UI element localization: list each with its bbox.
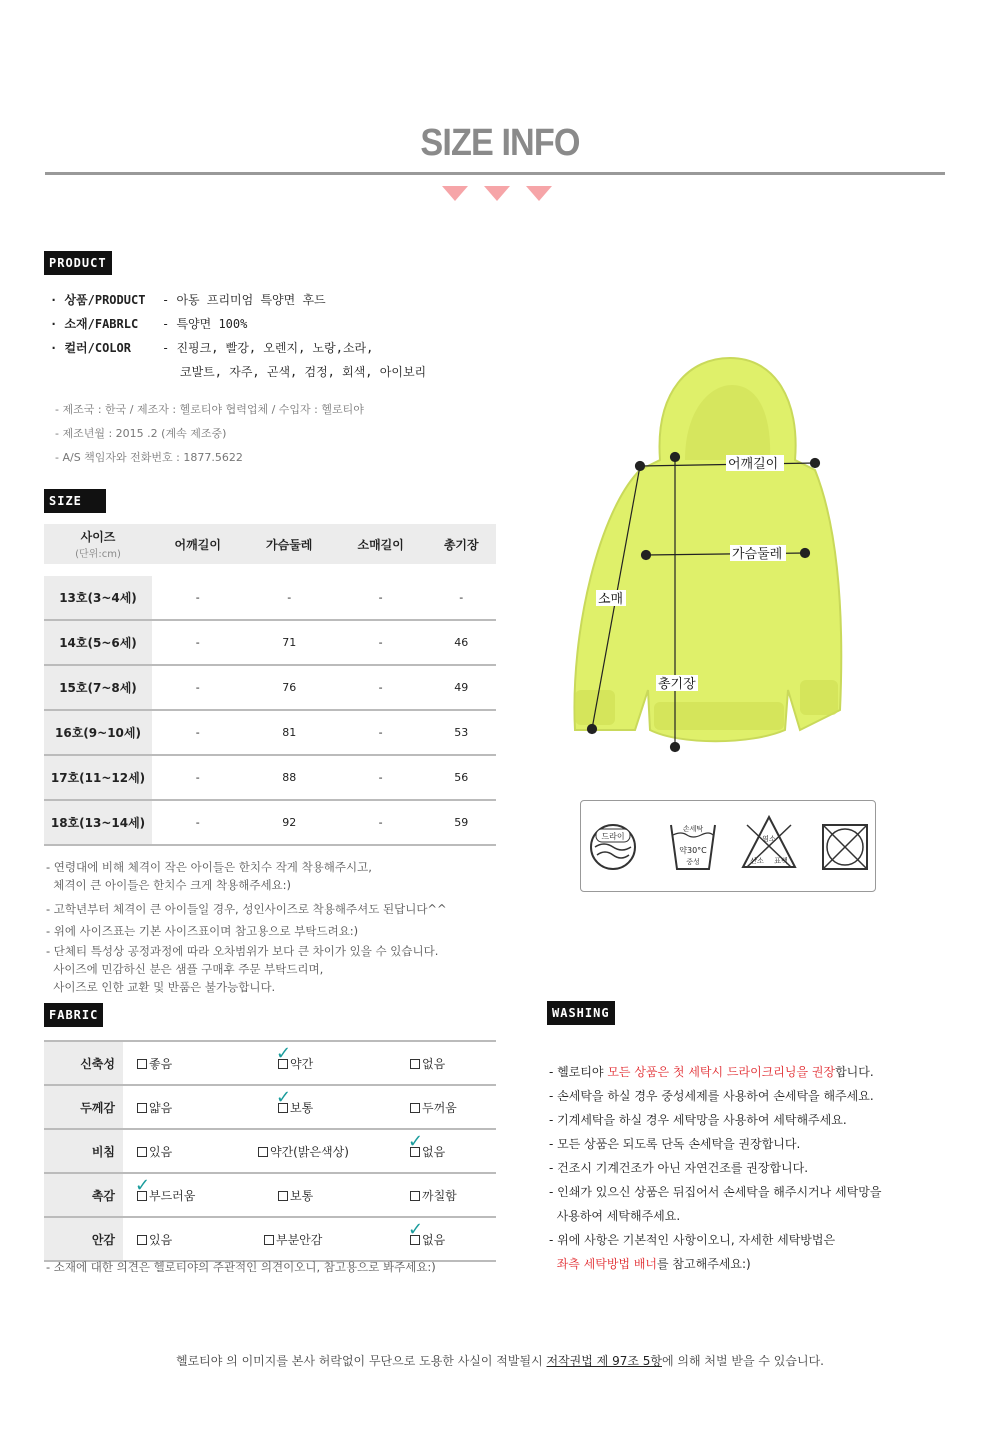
fabric-option: ✓ 부드러움 <box>123 1173 258 1217</box>
fabric-option: 까칠함 <box>409 1173 496 1217</box>
page-title: SIZE INFO <box>420 122 580 164</box>
washing-line: - 헬로티야 모든 상품은 첫 세탁시 드라이크리닝을 권장합니다. <box>549 1065 874 1079</box>
title-divider <box>45 172 945 175</box>
product-info <box>50 288 426 384</box>
note-line: - 연령대에 비해 체격이 작은 아이들은 한치수 작게 착용해주시고, <box>46 860 372 874</box>
table-cell: - <box>335 665 426 710</box>
shoulder-label: 어깨길이 <box>728 457 779 472</box>
hoodie-diagram <box>560 350 860 760</box>
size-notes <box>46 840 447 1014</box>
note-line: 사이즈로 인한 교환 및 반품은 불가능합니다. <box>46 980 276 994</box>
washing-instructions <box>549 1036 881 1300</box>
washing-line: - 인쇄가 있으신 상품은 뒤집어서 손세탁을 해주시거나 세탁망을 <box>549 1185 882 1199</box>
fabric-label: 두께감 <box>44 1085 123 1129</box>
note-line: - 고학년부터 체격이 큰 아이들일 경우, 성인사이즈로 착용해주셔도 된답니다^^ <box>46 902 447 916</box>
table-cell: - <box>426 570 496 620</box>
size-header-col: 가슴둘레 <box>243 524 334 570</box>
note-line: 사이즈에 민감하신 분은 샘플 구매후 주문 부탁드리며, <box>46 962 324 976</box>
product-row: · 컬러/COLOR - 진핑크, 빨강, 오렌지, 노랑,소라, <box>50 341 374 355</box>
table-cell: 56 <box>426 755 496 800</box>
checkbox-icon <box>410 1191 420 1201</box>
size-header-size: 사이즈 (단위:cm) <box>44 524 152 570</box>
size-header-col: 총기장 <box>426 524 496 570</box>
sleeve-label: 소매 <box>598 592 624 607</box>
table-cell: 81 <box>243 710 334 755</box>
table-row <box>44 755 496 800</box>
checkbox-icon <box>264 1235 274 1245</box>
table-cell: 92 <box>243 800 334 845</box>
table-cell: - <box>335 570 426 620</box>
table-row <box>44 710 496 755</box>
svg-text:염소: 염소 <box>762 835 776 843</box>
length-label: 총기장 <box>658 677 696 692</box>
pink-triangle-icon <box>484 186 510 201</box>
meta-line: - A/S 책임자와 전화번호 : 1877.5622 <box>55 451 243 464</box>
table-cell: 88 <box>243 755 334 800</box>
product-row: · 소재/FABRLC - 특양면 100% <box>50 317 248 331</box>
table-row <box>44 1173 496 1217</box>
meta-line: - 제조국 : 한국 / 제조자 : 헬로티야 협력업체 / 수입자 : 헬로티야 <box>55 403 364 416</box>
fabric-tag: FABRIC <box>44 1003 103 1027</box>
dry-clean-icon <box>591 825 635 869</box>
fabric-option: 있음 <box>123 1129 258 1173</box>
svg-text:표백: 표백 <box>774 857 788 865</box>
checkbox-icon <box>278 1191 288 1201</box>
fabric-option: ✓ 없음 <box>409 1217 496 1261</box>
checkbox-icon <box>410 1103 420 1113</box>
size-table <box>44 524 496 846</box>
no-bleach-icon <box>743 817 795 867</box>
hand-wash-icon <box>671 824 715 869</box>
table-cell: - <box>152 800 243 845</box>
note-line: - 위에 사이즈표는 기본 사이즈표이며 참고용으로 부탁드려요:) <box>46 924 359 938</box>
checkbox-icon <box>258 1147 268 1157</box>
table-row <box>44 665 496 710</box>
checkmark-icon: ✓ <box>276 1086 292 1108</box>
fabric-label: 촉감 <box>44 1173 123 1217</box>
svg-text:드라이: 드라이 <box>601 832 625 841</box>
size-label: 16호(9~10세) <box>44 710 152 755</box>
washing-tag: WASHING <box>547 1001 615 1025</box>
washing-line: - 손세탁을 하실 경우 중성세제를 사용하여 손세탁을 해주세요. <box>549 1089 874 1103</box>
checkbox-icon <box>137 1235 147 1245</box>
svg-text:산소: 산소 <box>750 857 764 865</box>
size-header-col: 소매길이 <box>335 524 426 570</box>
fabric-table <box>44 1040 496 1262</box>
table-cell: - <box>243 570 334 620</box>
size-label: 17호(11~12세) <box>44 755 152 800</box>
product-row: · 상품/PRODUCT - 아동 프리미엄 특양면 후드 <box>50 293 326 307</box>
fabric-option: 보통 <box>258 1173 409 1217</box>
table-cell: 71 <box>243 620 334 665</box>
fabric-label: 안감 <box>44 1217 123 1261</box>
checkbox-icon <box>137 1147 147 1157</box>
fabric-option: 두꺼움 <box>409 1085 496 1129</box>
table-cell: - <box>152 755 243 800</box>
product-meta <box>55 398 364 470</box>
checkmark-icon: ✓ <box>408 1218 424 1240</box>
size-label: 13호(3~4세) <box>44 570 152 620</box>
table-cell: - <box>335 800 426 845</box>
size-label: 18호(13~14세) <box>44 800 152 845</box>
fabric-option: ✓ 없음 <box>409 1129 496 1173</box>
note-line: 체격이 큰 아이들은 한치수 크게 착용해주세요:) <box>46 878 292 892</box>
fabric-option: ✓ 약간 <box>258 1041 409 1085</box>
size-label: 15호(7~8세) <box>44 665 152 710</box>
table-cell: - <box>152 620 243 665</box>
svg-text:손세탁: 손세탁 <box>682 825 704 833</box>
svg-text:약30°C: 약30°C <box>679 846 707 855</box>
size-label: 14호(5~6세) <box>44 620 152 665</box>
product-row: 코발트, 자주, 곤색, 검정, 회색, 아이보리 <box>180 365 427 379</box>
table-cell: - <box>335 755 426 800</box>
checkmark-icon: ✓ <box>135 1174 151 1196</box>
washing-line: 사용하여 세탁해주세요. <box>549 1209 681 1223</box>
fabric-label: 신축성 <box>44 1041 123 1085</box>
checkbox-icon <box>410 1059 420 1069</box>
table-cell: - <box>335 620 426 665</box>
table-row <box>44 1041 496 1085</box>
table-cell: 53 <box>426 710 496 755</box>
care-symbols <box>581 801 875 891</box>
washing-line: - 건조시 기계건조가 아닌 자연건조를 권장합니다. <box>549 1161 809 1175</box>
table-row <box>44 620 496 665</box>
checkbox-icon <box>137 1103 147 1113</box>
washing-line: 좌측 세탁방법 배너를 참고해주세요:) <box>556 1257 751 1271</box>
fabric-option: 부분안감 <box>258 1217 409 1261</box>
checkmark-icon: ✓ <box>276 1042 292 1064</box>
table-cell: 59 <box>426 800 496 845</box>
no-tumble-dry-icon <box>823 825 867 869</box>
size-table-header <box>44 524 496 570</box>
size-tag: SIZE <box>44 489 106 513</box>
table-row <box>44 800 496 845</box>
table-cell: - <box>152 570 243 620</box>
size-header-col: 어깨길이 <box>152 524 243 570</box>
table-cell: 76 <box>243 665 334 710</box>
fabric-option: 없음 <box>409 1041 496 1085</box>
chest-label: 가슴둘레 <box>732 547 783 562</box>
fabric-note: - 소재에 대한 의견은 헬로티야의 주관적인 의견이오니, 참고용으로 봐주세요:) <box>46 1260 436 1274</box>
svg-text:중성: 중성 <box>686 858 700 866</box>
table-row <box>44 1217 496 1261</box>
table-cell: 49 <box>426 665 496 710</box>
table-row <box>44 1085 496 1129</box>
fabric-option: 약간(밝은색상) <box>258 1129 409 1173</box>
pink-triangle-icon <box>526 186 552 201</box>
checkmark-icon: ✓ <box>408 1130 424 1152</box>
table-cell: - <box>335 710 426 755</box>
table-cell: 46 <box>426 620 496 665</box>
note-line: - 단체티 특성상 공정과정에 따라 오차범위가 보다 큰 차이가 있을 수 있습니다. <box>46 944 439 958</box>
fabric-option: 얇음 <box>123 1085 258 1129</box>
meta-line: - 제조년월 : 2015 .2 (계속 제조중) <box>55 427 227 440</box>
washing-line: - 위에 사항은 기본적인 사항이오니, 자세한 세탁방법은 <box>549 1233 836 1247</box>
copyright-notice: 헬로티야 의 이미지를 본사 허락없이 무단으로 도용한 사실이 적발될시 저작권법 제 97조 5항에 의해 처벌 받을 수 있습니다. <box>175 1354 824 1368</box>
fabric-option: 좋음 <box>123 1041 258 1085</box>
table-cell: - <box>152 665 243 710</box>
pink-triangle-icon <box>442 186 468 201</box>
product-tag: PRODUCT <box>44 251 112 275</box>
fabric-label: 비침 <box>44 1129 123 1173</box>
table-row <box>44 570 496 620</box>
fabric-option: 있음 <box>123 1217 258 1261</box>
checkbox-icon <box>137 1059 147 1069</box>
law-link: 저작권법 제 97조 5항 <box>546 1354 662 1368</box>
fabric-option: ✓ 보통 <box>258 1085 409 1129</box>
washing-line: - 모든 상품은 되도록 단독 손세탁을 권장합니다. <box>549 1137 801 1151</box>
care-symbols-box <box>580 800 876 892</box>
table-row <box>44 1129 496 1173</box>
washing-line: - 기계세탁을 하실 경우 세탁망을 사용하여 세탁해주세요. <box>549 1113 847 1127</box>
table-cell: - <box>152 710 243 755</box>
